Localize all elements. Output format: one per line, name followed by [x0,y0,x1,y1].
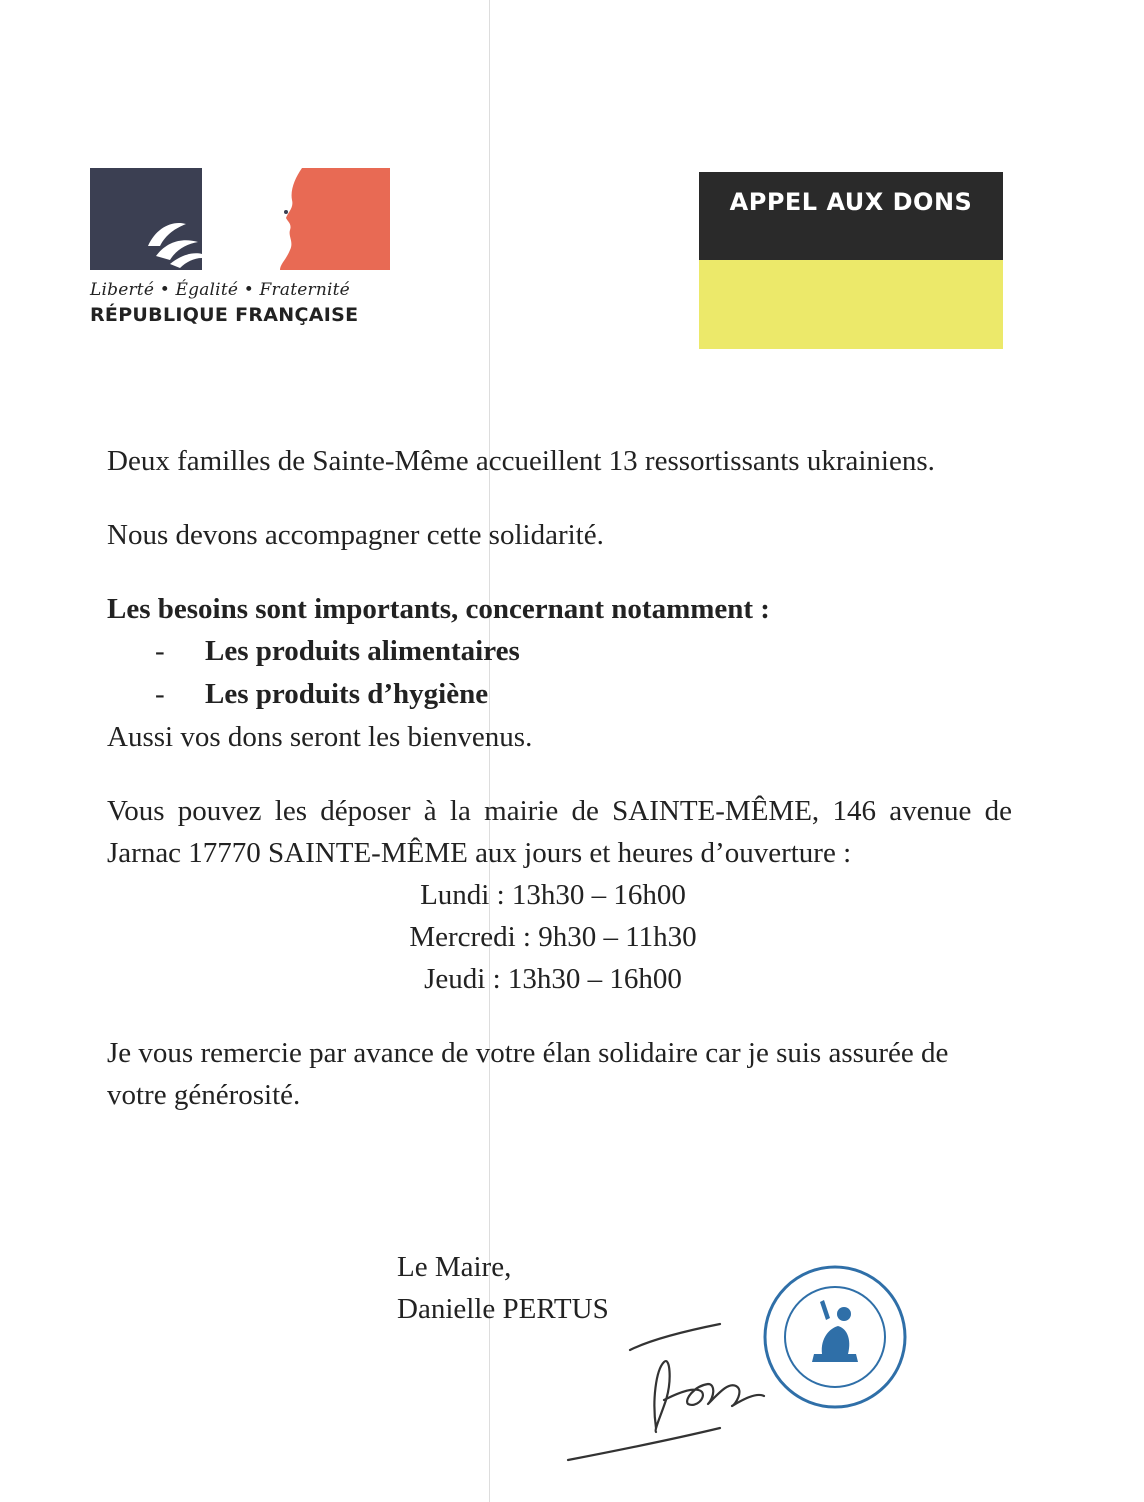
list-item [155,630,1012,673]
needs-heading: Les besoins sont importants, concernant notamment : [107,593,770,625]
need-label: Les produits d’hygiène [205,678,489,710]
badge-bottom-band [699,260,1003,349]
welcome-paragraph: Aussi vos dons seront les bienvenus. [107,721,533,753]
mairie-seal-icon [760,1262,910,1412]
republic-motto: Liberté • Égalité • Fraternité [90,280,350,300]
need-label: Les produits alimentaires [205,635,520,667]
list-dash: - [155,635,165,667]
solidarity-paragraph: Nous devons accompagner cette solidarité. [107,519,604,551]
list-item [155,673,1012,716]
hours-line: Mercredi : 9h30 – 11h30 [409,921,697,953]
hours-line: Jeudi : 13h30 – 16h00 [424,963,682,995]
republic-name: RÉPUBLIQUE FRANÇAISE [90,304,359,326]
appel-aux-dons-badge [699,172,1003,349]
letter-body [107,440,1012,1116]
hours-line: Lundi : 13h30 – 16h00 [420,879,686,911]
thanks-paragraph: Je vous remercie par avance de votre élan solidaire car je suis assurée de votre générosité. [107,1037,949,1111]
list-dash: - [155,678,165,710]
needs-list [107,630,1012,716]
republique-francaise-logo [90,168,392,326]
signer-role: Le Maire, [397,1251,512,1283]
marianne-flag-icon [90,168,390,270]
opening-hours [94,874,1012,1000]
badge-title: APPEL AUX DONS [729,188,973,216]
signer-name: Danielle PERTUS [397,1293,609,1325]
intro-paragraph: Deux familles de Sainte-Même accueillent 13 ressortissants ukrainiens. [107,445,935,477]
badge-top-band [699,172,1003,260]
drop-off-paragraph: Vous pouvez les déposer à la mairie de SAINTE-MÊME, 146 avenue de Jarnac 17770 SAINTE-MÊME aux jours et heures d’ouverture : [107,795,1012,869]
handwritten-signature [560,1300,780,1470]
